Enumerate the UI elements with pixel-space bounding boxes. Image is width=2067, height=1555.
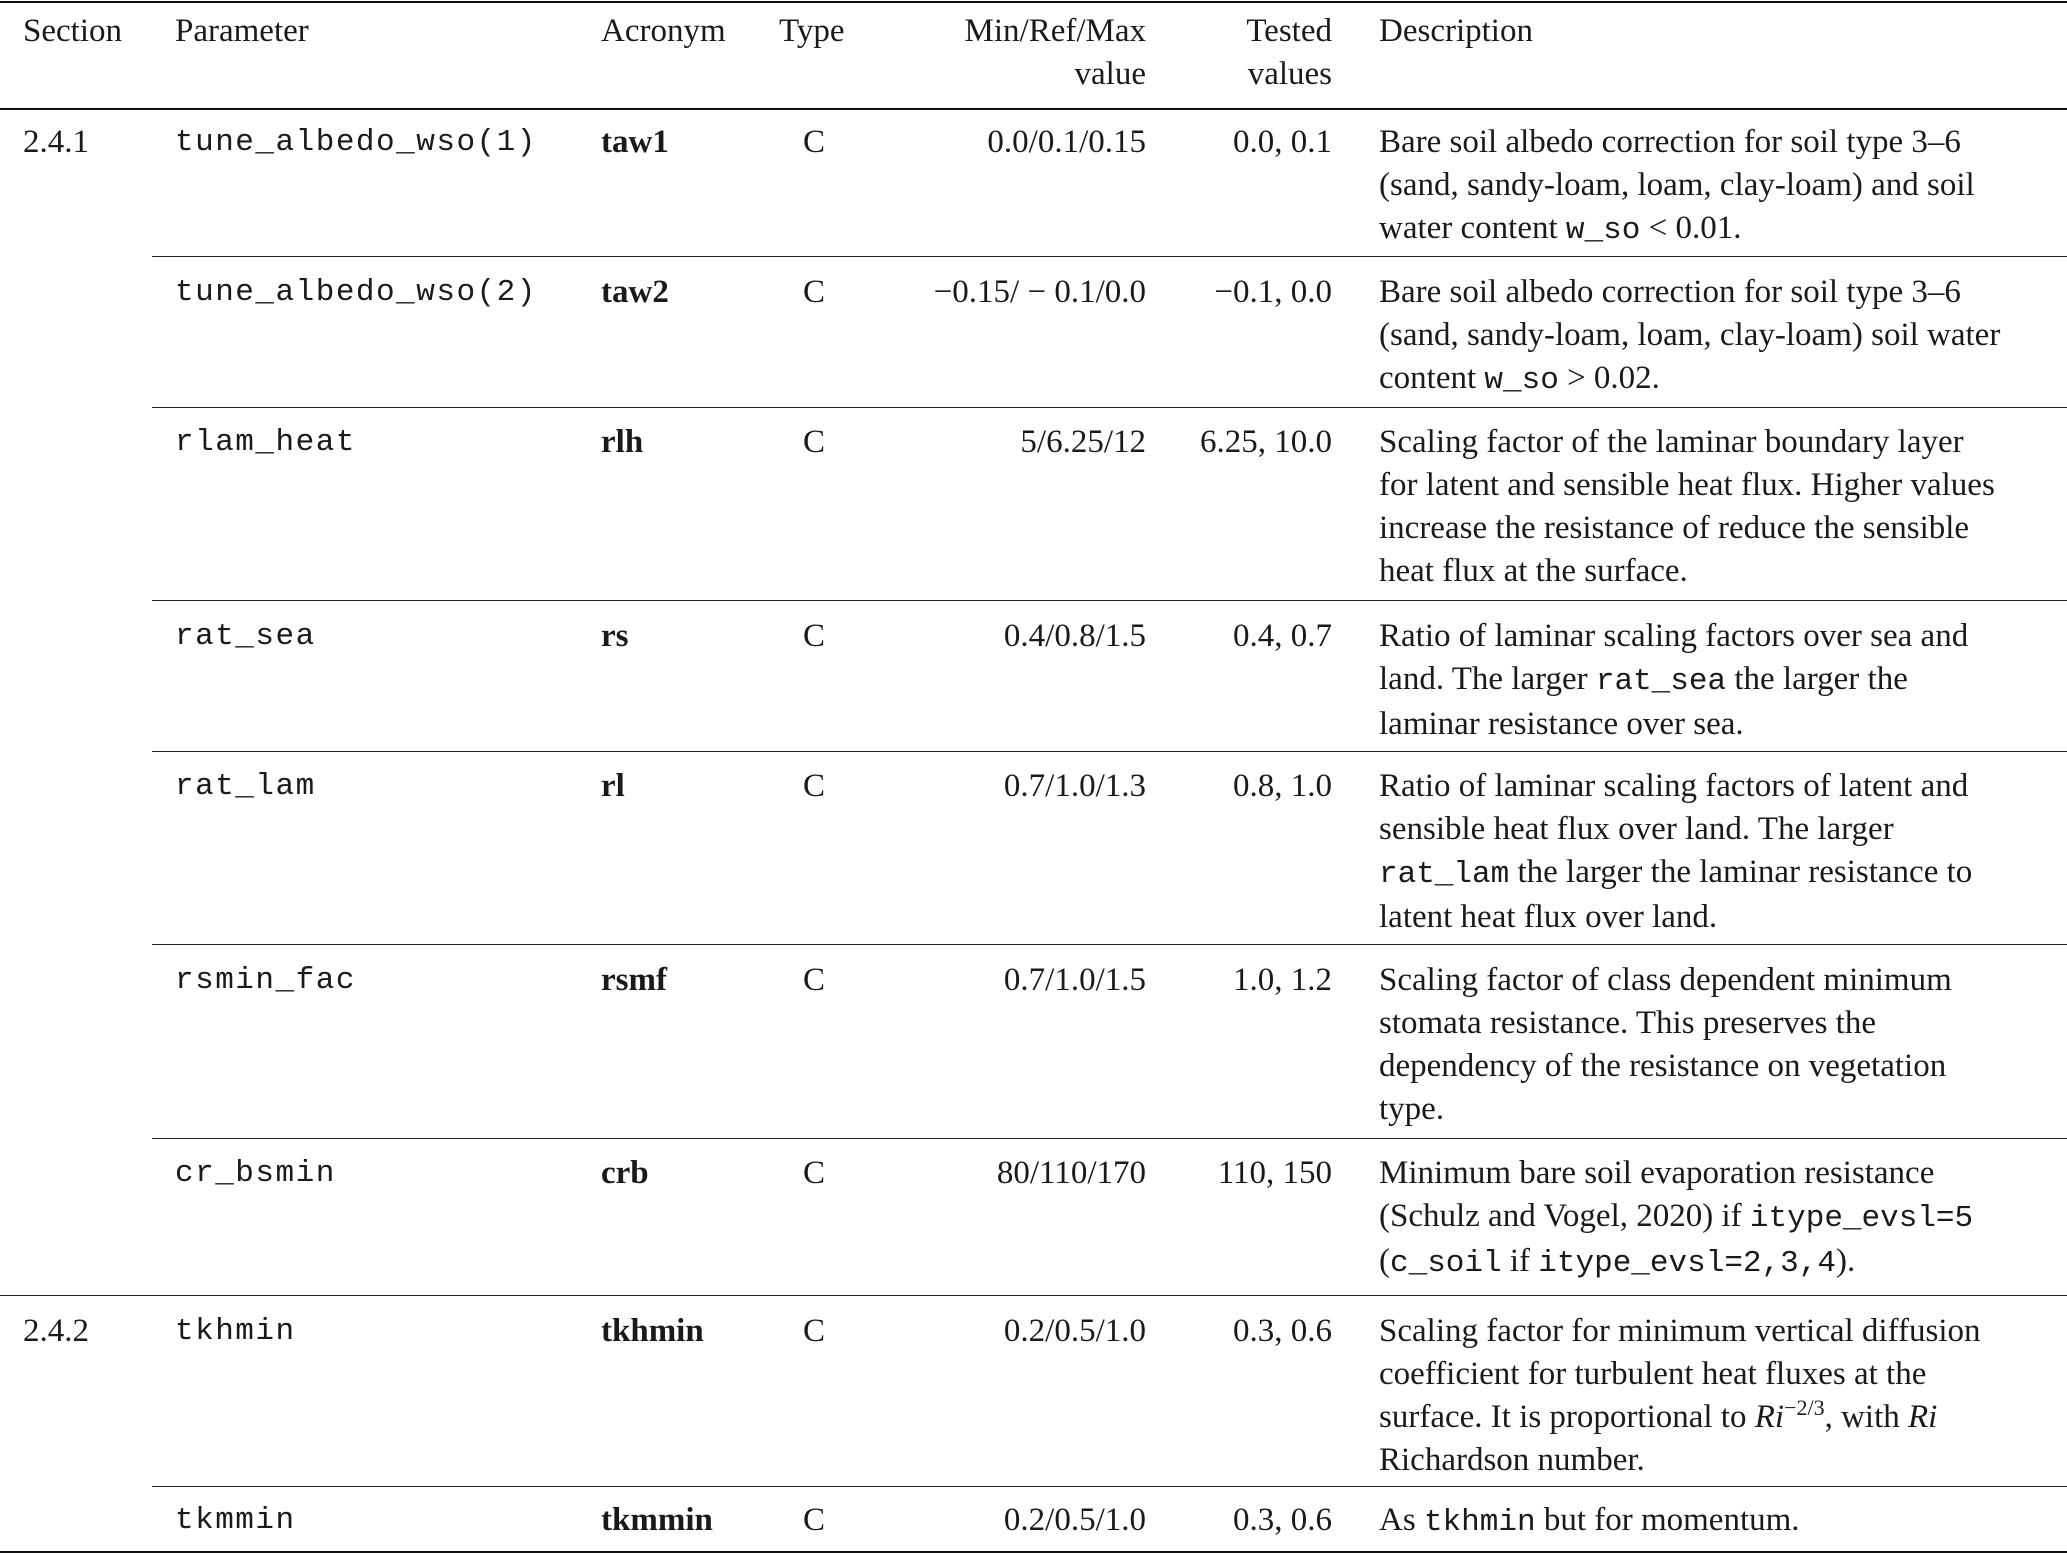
parameter-name: tkhmin bbox=[175, 1314, 296, 1349]
top-rule bbox=[0, 1, 2067, 3]
type: C bbox=[802, 1502, 825, 1538]
acronym: taw2 bbox=[601, 274, 669, 310]
minrefmax-value: 0.4/0.8/1.5 bbox=[1003, 618, 1146, 654]
header-section: Section bbox=[23, 13, 122, 49]
code-ref: itype_evsl=5 bbox=[1749, 1201, 1974, 1236]
minrefmax-value: 0.2/0.5/1.0 bbox=[1003, 1313, 1146, 1349]
tested-values: −0.1, 0.0 bbox=[1214, 274, 1332, 310]
description bbox=[1379, 615, 1968, 746]
row-separator bbox=[152, 751, 2067, 752]
minrefmax-value: 5/6.25/12 bbox=[1020, 424, 1146, 460]
description-line bbox=[1379, 851, 1972, 896]
header-tested-line1: Tested bbox=[1246, 13, 1332, 49]
description-text: , with bbox=[1824, 1399, 1900, 1435]
type: C bbox=[802, 1313, 825, 1349]
description-line: type. bbox=[1379, 1091, 1445, 1127]
tested-values: 110, 150 bbox=[1217, 1155, 1332, 1191]
tested-values: 0.3, 0.6 bbox=[1233, 1502, 1332, 1538]
type: C bbox=[802, 618, 825, 654]
section-label: 2.4.1 bbox=[23, 124, 89, 160]
description-text: land. The larger bbox=[1379, 661, 1588, 697]
description-line bbox=[1379, 1396, 1981, 1439]
header-tested-line2: values bbox=[1247, 56, 1332, 92]
tested-values: 1.0, 1.2 bbox=[1233, 962, 1332, 998]
section-label: 2.4.2 bbox=[23, 1313, 89, 1349]
section-separator bbox=[0, 1295, 2067, 1296]
description-line: Ratio of laminar scaling factors over sea and bbox=[1379, 618, 1969, 654]
description-line: (sand, sandy-loam, loam, clay-loam) and soil bbox=[1379, 167, 1975, 203]
parameter-name: rsmin_fac bbox=[175, 963, 356, 998]
acronym: crb bbox=[601, 1155, 649, 1191]
description-line: Scaling factor of the laminar boundary layer bbox=[1379, 424, 1964, 460]
description-line: sensible heat flux over land. The larger bbox=[1379, 811, 1894, 847]
description-line: Bare soil albedo correction for soil type 3–6 bbox=[1379, 124, 1961, 160]
acronym: taw1 bbox=[601, 124, 669, 160]
description-line: coefficient for turbulent heat fluxes at the bbox=[1379, 1356, 1927, 1392]
tested-values: 0.3, 0.6 bbox=[1233, 1313, 1332, 1349]
parameter-name: tune_albedo_wso(1) bbox=[175, 125, 537, 160]
description-line: for latent and sensible heat flux. Higher values bbox=[1379, 467, 1995, 503]
tested-values: 0.8, 1.0 bbox=[1233, 768, 1332, 804]
type: C bbox=[802, 962, 825, 998]
description-text: < 0.01. bbox=[1648, 210, 1742, 246]
description-text: but for momentum. bbox=[1543, 1502, 1800, 1538]
acronym: tkhmin bbox=[601, 1313, 704, 1349]
parameter-name: tune_albedo_wso(2) bbox=[175, 275, 537, 310]
row-separator bbox=[152, 944, 2067, 945]
type: C bbox=[802, 1155, 825, 1191]
header-minrefmax bbox=[965, 10, 1146, 96]
math-var: Ri bbox=[1908, 1399, 1938, 1435]
description-text: surface. It is proportional to bbox=[1379, 1399, 1747, 1435]
math-exponent: −2/3 bbox=[1784, 1395, 1825, 1420]
row-separator bbox=[152, 407, 2067, 408]
description bbox=[1379, 421, 1995, 593]
header-tested bbox=[1246, 10, 1332, 96]
description-line: Bare soil albedo correction for soil type 3–6 bbox=[1379, 274, 1961, 310]
description-line bbox=[1379, 1499, 1800, 1544]
type: C bbox=[802, 274, 825, 310]
minrefmax-value: 0.7/1.0/1.3 bbox=[1003, 768, 1146, 804]
row-separator bbox=[152, 256, 2067, 257]
header-description: Description bbox=[1379, 13, 1533, 49]
minrefmax-value: −0.15/ − 0.1/0.0 bbox=[933, 274, 1146, 310]
description-text: content bbox=[1379, 360, 1477, 396]
minrefmax-value: 0.7/1.0/1.5 bbox=[1003, 962, 1146, 998]
description-line: Scaling factor for minimum vertical diffusion bbox=[1379, 1313, 1981, 1349]
description-line: stomata resistance. This preserves the bbox=[1379, 1005, 1876, 1041]
code-ref: tkhmin bbox=[1423, 1505, 1536, 1540]
header-parameter: Parameter bbox=[175, 13, 309, 49]
description-line: dependency of the resistance on vegetation bbox=[1379, 1048, 1947, 1084]
description-line bbox=[1379, 357, 2000, 402]
description-line: increase the resistance of reduce the sensible bbox=[1379, 510, 1970, 546]
description-text: ( bbox=[1379, 1243, 1390, 1279]
acronym: rlh bbox=[601, 424, 644, 460]
description-line bbox=[1379, 658, 1968, 703]
description-line: Scaling factor of class dependent minimum bbox=[1379, 962, 1952, 998]
code-ref: itype_evsl=2,3,4 bbox=[1538, 1246, 1836, 1281]
acronym: tkmmin bbox=[601, 1502, 713, 1538]
parameter-name: rat_lam bbox=[175, 769, 316, 804]
code-ref: w_so bbox=[1565, 213, 1641, 248]
minrefmax-value: 0.0/0.1/0.15 bbox=[987, 124, 1146, 160]
description-text: the larger the bbox=[1734, 661, 1908, 697]
description bbox=[1379, 959, 1952, 1131]
code-ref: c_soil bbox=[1390, 1246, 1502, 1281]
header-minrefmax-line1: Min/Ref/Max bbox=[964, 13, 1146, 49]
description-text: the larger the laminar resistance to bbox=[1517, 854, 1973, 890]
tested-values: 0.4, 0.7 bbox=[1233, 618, 1332, 654]
description bbox=[1379, 121, 1975, 252]
header-type: Type bbox=[779, 13, 845, 49]
header-rule bbox=[0, 108, 2067, 110]
description-line: Richardson number. bbox=[1379, 1442, 1645, 1478]
type: C bbox=[802, 424, 825, 460]
description bbox=[1379, 1152, 1973, 1285]
code-ref: rat_lam bbox=[1379, 857, 1510, 892]
math-var: Ri bbox=[1754, 1399, 1785, 1435]
code-ref: w_so bbox=[1484, 363, 1559, 398]
header-minrefmax-line2: value bbox=[1074, 56, 1146, 92]
row-separator bbox=[152, 1138, 2067, 1139]
type: C bbox=[802, 124, 825, 160]
description-line bbox=[1379, 207, 1975, 252]
description-line: heat flux at the surface. bbox=[1379, 553, 1688, 589]
description bbox=[1379, 765, 1972, 939]
description-text: > 0.02. bbox=[1567, 360, 1660, 396]
row-separator bbox=[152, 600, 2067, 601]
tested-values: 0.0, 0.1 bbox=[1233, 124, 1332, 160]
description-line bbox=[1379, 1240, 1973, 1285]
description bbox=[1379, 271, 2000, 402]
description-text: (Schulz and Vogel, 2020) if bbox=[1379, 1198, 1742, 1234]
tested-values: 6.25, 10.0 bbox=[1200, 424, 1332, 460]
description-line: latent heat flux over land. bbox=[1379, 899, 1718, 935]
description-text: water content bbox=[1379, 210, 1558, 246]
description-line: Ratio of laminar scaling factors of latent and bbox=[1379, 768, 1969, 804]
description bbox=[1379, 1310, 1981, 1482]
description-line: laminar resistance over sea. bbox=[1379, 706, 1744, 742]
description-line: Minimum bare soil evaporation resistance bbox=[1379, 1155, 1935, 1191]
acronym: rsmf bbox=[601, 962, 667, 998]
acronym: rl bbox=[601, 768, 625, 804]
minrefmax-value: 80/110/170 bbox=[996, 1155, 1146, 1191]
description-line bbox=[1379, 1195, 1973, 1240]
description bbox=[1379, 1499, 1800, 1544]
minrefmax-value: 0.2/0.5/1.0 bbox=[1003, 1502, 1146, 1538]
header-acronym: Acronym bbox=[601, 13, 726, 49]
parameter-name: cr_bsmin bbox=[175, 1156, 336, 1191]
parameter-name: rat_sea bbox=[175, 619, 316, 654]
code-ref: rat_sea bbox=[1595, 664, 1727, 699]
type: C bbox=[802, 768, 825, 804]
bottom-rule bbox=[0, 1551, 2067, 1553]
description-text: if bbox=[1509, 1243, 1531, 1279]
description-line: (sand, sandy-loam, loam, clay-loam) soil water bbox=[1379, 317, 2001, 353]
parameter-name: tkmmin bbox=[175, 1503, 296, 1538]
description-text: As bbox=[1379, 1502, 1416, 1538]
acronym: rs bbox=[601, 618, 629, 654]
parameter-name: rlam_heat bbox=[175, 425, 356, 460]
row-separator bbox=[152, 1486, 2067, 1487]
description-text: ). bbox=[1835, 1243, 1856, 1279]
